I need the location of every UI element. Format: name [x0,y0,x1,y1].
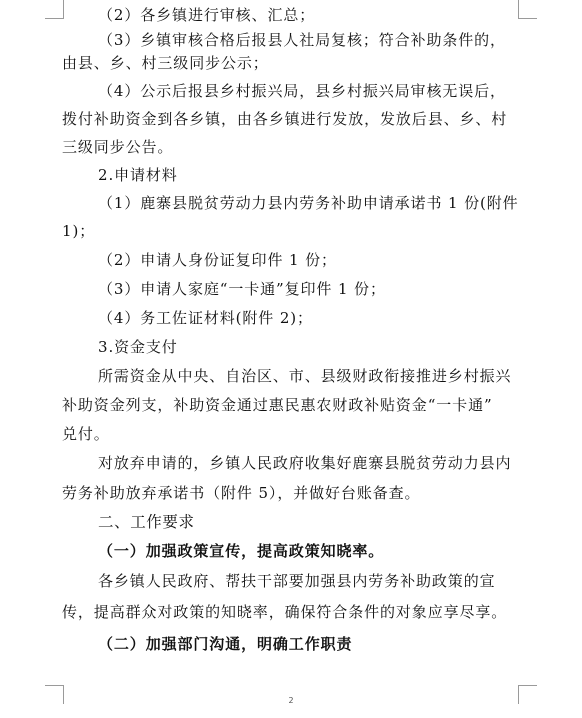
paragraph-line: 传，提高群众对政策的知晓率，确保符合条件的对象应享尽享。 [62,603,508,621]
crop-mark-top-right [518,0,537,19]
paragraph-line: 对放弃申请的，乡镇人民政府收集好鹿寨县脱贫劳动力县内 [98,454,512,472]
paragraph-line: （2）申请人身份证复印件 1 份； [98,251,337,269]
paragraph-line: 三级同步公告。 [62,138,174,156]
paragraph-line: （1）鹿寨县脱贫劳动力县内劳务补助申请承诺书 1 份(附件 [98,194,519,212]
paragraph-line: 各乡镇人民政府、帮扶干部要加强县内劳务补助政策的宣 [98,572,496,590]
paragraph-line: （3）申请人家庭“一卡通”复印件 1 份； [98,280,386,298]
crop-mark-top-left [45,0,64,19]
paragraph-line: 劳务补助放弃承诺书（附件 5），并做好台账备查。 [62,484,421,502]
paragraph-line: （2）各乡镇进行审核、汇总； [98,6,316,24]
paragraph-line: 补助资金列支，补助资金通过惠民惠农财政补贴资金“一卡通” [62,396,493,414]
subsection-heading: （二）加强部门沟通，明确工作职责 [98,635,353,653]
paragraph-line: 所需资金从中央、自治区、市、县级财政衔接推进乡村振兴 [98,367,512,385]
paragraph-line: 兑付。 [62,425,110,443]
page-number: 2 [288,696,294,705]
paragraph-line: （4）务工佐证材料(附件 2)； [98,309,313,327]
paragraph-line: （3）乡镇审核合格后报县人社局复核；符合补助条件的， [98,31,506,49]
paragraph-line: 1)； [62,222,96,240]
paragraph-line: 由县、乡、村三级同步公示； [62,54,269,72]
subsection-heading: （一）加强政策宣传，提高政策知晓率。 [98,542,385,560]
section-heading: 3.资金支付 [98,338,178,356]
chapter-heading: 二、工作要求 [98,513,195,531]
paragraph-line: （4）公示后报县乡村振兴局，县乡村振兴局审核无误后， [98,82,506,100]
section-heading: 2.申请材料 [98,166,178,184]
paragraph-line: 拨付补助资金到各乡镇，由各乡镇进行发放，发放后县、乡、村 [62,110,508,128]
